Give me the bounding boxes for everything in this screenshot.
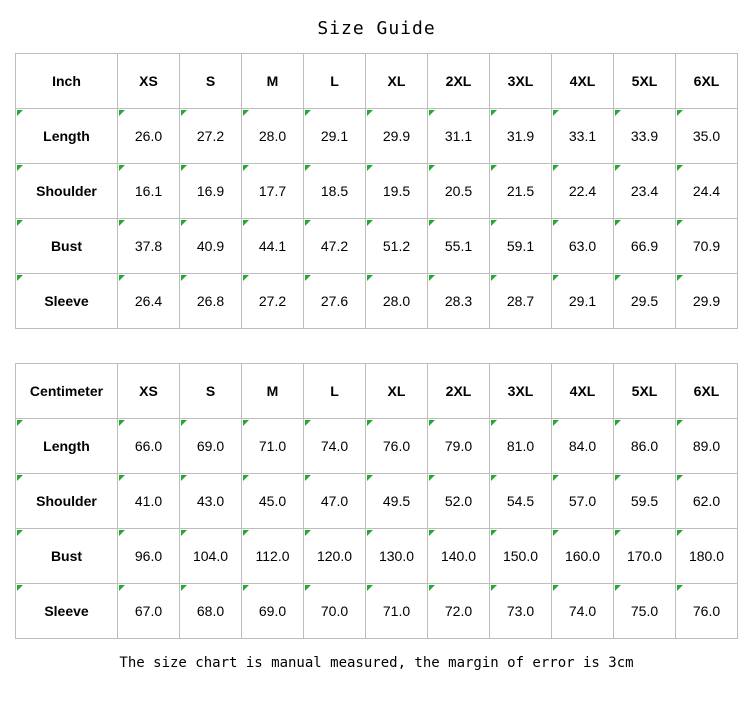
cell-length-4xl: 84.0 xyxy=(552,419,614,474)
column-header-6xl: 6XL xyxy=(676,54,738,109)
cell-sleeve-xl: 71.0 xyxy=(366,584,428,639)
table-row xyxy=(16,529,738,584)
cell-shoulder-s: 43.0 xyxy=(180,474,242,529)
row-header-shoulder: Shoulder xyxy=(16,164,118,219)
table-row xyxy=(16,219,738,274)
cell-bust-3xl: 59.1 xyxy=(490,219,552,274)
cell-length-s: 69.0 xyxy=(180,419,242,474)
cell-length-6xl: 89.0 xyxy=(676,419,738,474)
cell-sleeve-5xl: 29.5 xyxy=(614,274,676,329)
cell-sleeve-5xl: 75.0 xyxy=(614,584,676,639)
table-row xyxy=(16,274,738,329)
size-table-centimeter xyxy=(15,363,738,639)
row-header-length: Length xyxy=(16,109,118,164)
cell-length-xs: 26.0 xyxy=(118,109,180,164)
cell-length-5xl: 33.9 xyxy=(614,109,676,164)
column-header-5xl: 5XL xyxy=(614,364,676,419)
cell-sleeve-6xl: 29.9 xyxy=(676,274,738,329)
cell-shoulder-5xl: 59.5 xyxy=(614,474,676,529)
column-header-5xl: 5XL xyxy=(614,54,676,109)
size-table-inch-header xyxy=(16,54,738,109)
cell-shoulder-4xl: 22.4 xyxy=(552,164,614,219)
cell-length-s: 27.2 xyxy=(180,109,242,164)
table-gap xyxy=(0,329,753,363)
cell-length-2xl: 31.1 xyxy=(428,109,490,164)
cell-length-xl: 29.9 xyxy=(366,109,428,164)
cell-shoulder-2xl: 52.0 xyxy=(428,474,490,529)
cell-bust-5xl: 170.0 xyxy=(614,529,676,584)
table-header-row xyxy=(16,54,738,109)
cell-sleeve-xl: 28.0 xyxy=(366,274,428,329)
row-header-sleeve: Sleeve xyxy=(16,584,118,639)
cell-bust-s: 104.0 xyxy=(180,529,242,584)
cell-bust-4xl: 160.0 xyxy=(552,529,614,584)
cell-sleeve-s: 26.8 xyxy=(180,274,242,329)
cell-sleeve-6xl: 76.0 xyxy=(676,584,738,639)
cell-shoulder-6xl: 62.0 xyxy=(676,474,738,529)
column-header-m: M xyxy=(242,54,304,109)
cell-bust-m: 112.0 xyxy=(242,529,304,584)
cell-bust-3xl: 150.0 xyxy=(490,529,552,584)
cell-shoulder-s: 16.9 xyxy=(180,164,242,219)
cell-shoulder-6xl: 24.4 xyxy=(676,164,738,219)
cell-shoulder-xs: 41.0 xyxy=(118,474,180,529)
cell-length-4xl: 33.1 xyxy=(552,109,614,164)
cell-length-m: 28.0 xyxy=(242,109,304,164)
column-header-xl: XL xyxy=(366,54,428,109)
column-header-s: S xyxy=(180,54,242,109)
column-header-s: S xyxy=(180,364,242,419)
measurement-note: The size chart is manual measured, the margin of error is 3cm xyxy=(119,655,634,671)
cell-sleeve-2xl: 28.3 xyxy=(428,274,490,329)
cell-shoulder-xl: 19.5 xyxy=(366,164,428,219)
cell-sleeve-m: 27.2 xyxy=(242,274,304,329)
cell-length-3xl: 81.0 xyxy=(490,419,552,474)
cell-shoulder-2xl: 20.5 xyxy=(428,164,490,219)
cell-sleeve-l: 70.0 xyxy=(304,584,366,639)
cell-bust-xs: 37.8 xyxy=(118,219,180,274)
cell-length-2xl: 79.0 xyxy=(428,419,490,474)
column-header-4xl: 4XL xyxy=(552,54,614,109)
table-row xyxy=(16,164,738,219)
cell-length-3xl: 31.9 xyxy=(490,109,552,164)
cell-shoulder-3xl: 54.5 xyxy=(490,474,552,529)
row-header-length: Length xyxy=(16,419,118,474)
column-header-4xl: 4XL xyxy=(552,364,614,419)
page-title: Size Guide xyxy=(317,18,436,39)
cell-shoulder-3xl: 21.5 xyxy=(490,164,552,219)
column-header-m: M xyxy=(242,364,304,419)
column-header-6xl: 6XL xyxy=(676,364,738,419)
column-header-xs: XS xyxy=(118,54,180,109)
row-header-shoulder: Shoulder xyxy=(16,474,118,529)
cell-sleeve-3xl: 28.7 xyxy=(490,274,552,329)
cell-length-l: 29.1 xyxy=(304,109,366,164)
cell-sleeve-2xl: 72.0 xyxy=(428,584,490,639)
cell-bust-2xl: 140.0 xyxy=(428,529,490,584)
column-header-l: L xyxy=(304,364,366,419)
cell-sleeve-l: 27.6 xyxy=(304,274,366,329)
cell-length-m: 71.0 xyxy=(242,419,304,474)
table-row xyxy=(16,109,738,164)
cell-shoulder-l: 18.5 xyxy=(304,164,366,219)
cell-sleeve-4xl: 74.0 xyxy=(552,584,614,639)
column-header-xs: XS xyxy=(118,364,180,419)
size-table-centimeter-body xyxy=(16,419,738,639)
cell-bust-s: 40.9 xyxy=(180,219,242,274)
column-header-l: L xyxy=(304,54,366,109)
cell-length-6xl: 35.0 xyxy=(676,109,738,164)
cell-shoulder-m: 17.7 xyxy=(242,164,304,219)
table-row xyxy=(16,474,738,529)
cell-bust-4xl: 63.0 xyxy=(552,219,614,274)
unit-header-inch: Inch xyxy=(16,54,118,109)
cell-shoulder-xl: 49.5 xyxy=(366,474,428,529)
cell-bust-5xl: 66.9 xyxy=(614,219,676,274)
column-header-2xl: 2XL xyxy=(428,54,490,109)
column-header-3xl: 3XL xyxy=(490,54,552,109)
cell-bust-l: 120.0 xyxy=(304,529,366,584)
cell-bust-l: 47.2 xyxy=(304,219,366,274)
cell-bust-6xl: 70.9 xyxy=(676,219,738,274)
cell-bust-xl: 51.2 xyxy=(366,219,428,274)
cell-bust-6xl: 180.0 xyxy=(676,529,738,584)
column-header-3xl: 3XL xyxy=(490,364,552,419)
size-table-inch-body xyxy=(16,109,738,329)
cell-bust-m: 44.1 xyxy=(242,219,304,274)
cell-shoulder-l: 47.0 xyxy=(304,474,366,529)
cell-shoulder-4xl: 57.0 xyxy=(552,474,614,529)
cell-length-5xl: 86.0 xyxy=(614,419,676,474)
cell-sleeve-xs: 67.0 xyxy=(118,584,180,639)
row-header-bust: Bust xyxy=(16,219,118,274)
table-row xyxy=(16,419,738,474)
cell-bust-xs: 96.0 xyxy=(118,529,180,584)
cell-shoulder-5xl: 23.4 xyxy=(614,164,676,219)
table-header-row xyxy=(16,364,738,419)
cell-bust-2xl: 55.1 xyxy=(428,219,490,274)
row-header-bust: Bust xyxy=(16,529,118,584)
table-row xyxy=(16,584,738,639)
cell-length-xs: 66.0 xyxy=(118,419,180,474)
size-table-centimeter-header xyxy=(16,364,738,419)
size-table-inch xyxy=(15,53,738,329)
column-header-xl: XL xyxy=(366,364,428,419)
cell-sleeve-4xl: 29.1 xyxy=(552,274,614,329)
cell-length-l: 74.0 xyxy=(304,419,366,474)
cell-sleeve-3xl: 73.0 xyxy=(490,584,552,639)
cell-bust-xl: 130.0 xyxy=(366,529,428,584)
cell-sleeve-m: 69.0 xyxy=(242,584,304,639)
cell-sleeve-s: 68.0 xyxy=(180,584,242,639)
column-header-2xl: 2XL xyxy=(428,364,490,419)
cell-shoulder-xs: 16.1 xyxy=(118,164,180,219)
cell-sleeve-xs: 26.4 xyxy=(118,274,180,329)
cell-length-xl: 76.0 xyxy=(366,419,428,474)
cell-shoulder-m: 45.0 xyxy=(242,474,304,529)
unit-header-centimeter: Centimeter xyxy=(16,364,118,419)
row-header-sleeve: Sleeve xyxy=(16,274,118,329)
